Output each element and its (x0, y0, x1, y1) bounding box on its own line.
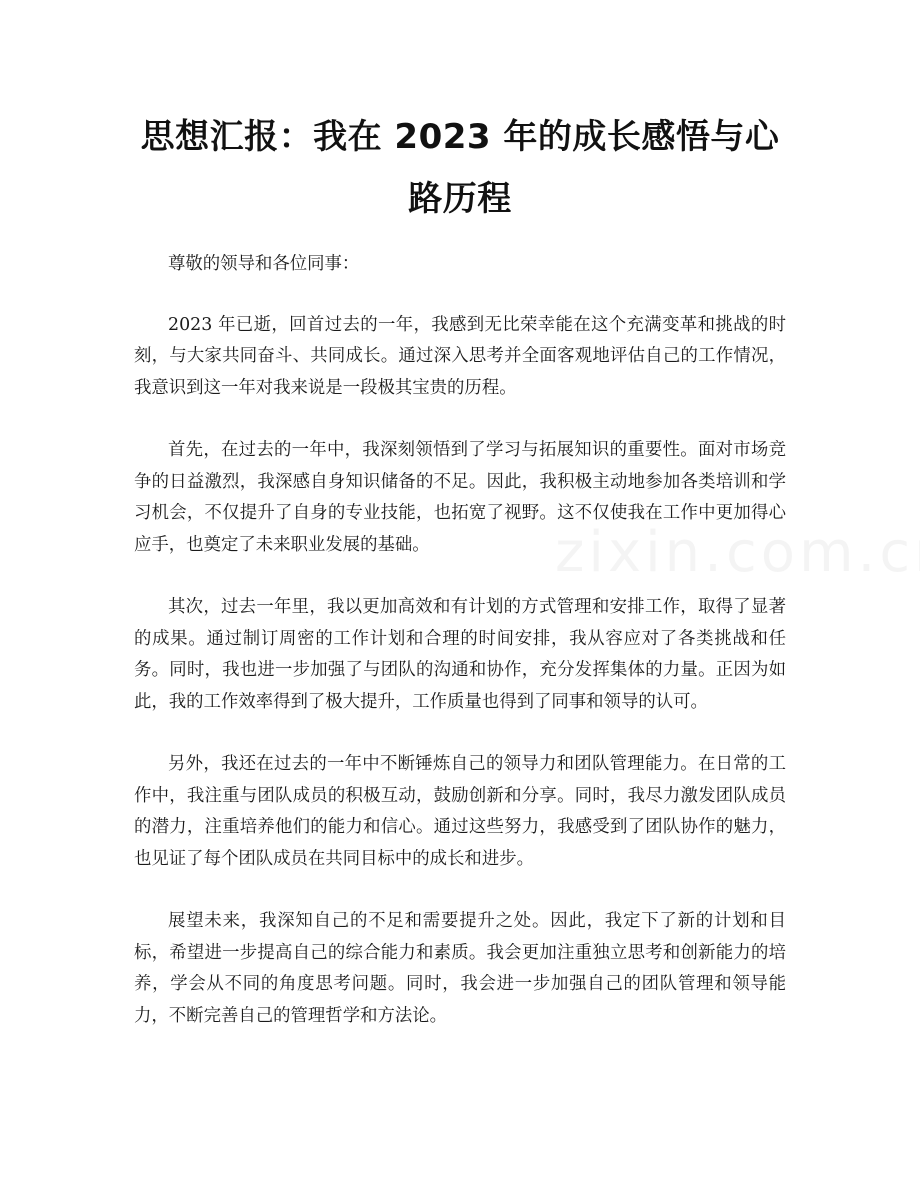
paragraph-intro: 2023 年已逝，回首过去的一年，我感到无比荣幸能在这个充满变革和挑战的时刻，与大家共同奋斗、共同成长。通过深入思考并全面客观地评估自己的工作情况，我意识到这一年对我来说是一段极其宝贵的历程。 (134, 314, 786, 398)
paragraph-learning: 首先，在过去的一年中，我深刻领悟到了学习与拓展知识的重要性。面对市场竞争的日益激烈，我深感自身知识储备的不足。因此，我积极主动地参加各类培训和学习机会，不仅提升了自身的专业技能，也拓宽了视野。这不仅使我在工作中更加得心应手，也奠定了未来职业发展的基础。 (134, 440, 786, 555)
salutation: 尊敬的领导和各位同事： (168, 254, 360, 274)
document-body (134, 249, 786, 1063)
paragraph-work-management: 其次，过去一年里，我以更加高效和有计划的方式管理和安排工作，取得了显著的成果。通过制订周密的工作计划和合理的时间安排，我从容应对了各类挑战和任务。同时，我也进一步加强了与团队的沟通和协作，充分发挥集体的力量。正因为如此，我的工作效率得到了极大提升，工作质量也得到了同事和领导的认可。 (134, 597, 786, 712)
paragraph-leadership: 另外，我还在过去的一年中不断锤炼自己的领导力和团队管理能力。在日常的工作中，我注重与团队成员的积极互动，鼓励创新和分享。同时，我尽力激发团队成员的潜力，注重培养他们的能力和信心。通过这些努力，我感受到了团队协作的魅力，也见证了每个团队成员在共同目标中的成长和进步。 (134, 754, 786, 869)
document-title: 思想汇报：我在 2023 年的成长感悟与心路历程 (140, 117, 780, 219)
paragraph-outlook: 展望未来，我深知自己的不足和需要提升之处。因此，我定下了新的计划和目标，希望进一步提高自己的综合能力和素质。我会更加注重独立思考和创新能力的培养，学会从不同的角度思考问题。同时，我会进一步加强自己的团队管理和领导能力，不断完善自己的管理哲学和方法论。 (134, 911, 786, 1026)
